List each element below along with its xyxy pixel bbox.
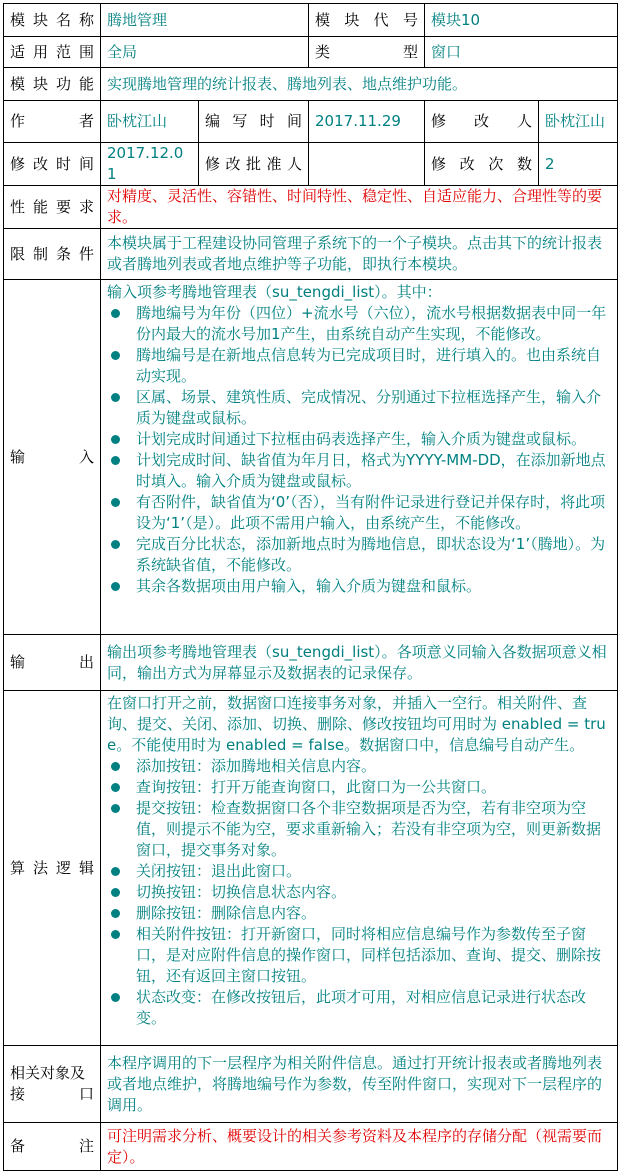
output-label: 输出: [4, 635, 101, 691]
input-intro: 输入项参考腾地管理表（su_tengdi_list）。其中：: [107, 283, 442, 301]
perf: 对精度、灵活性、容错性、时间特性、稳定性、自适应能力、合理性等的要求。: [101, 186, 618, 229]
list-item: 腾地编号是在新地点信息转为已完成项目时，进行填入的。也由系统自动实现。: [107, 345, 611, 387]
module-name-label: 模块名称: [4, 4, 101, 37]
type-label: 类型: [309, 37, 425, 68]
list-item: 切换按钮：切换信息状态内容。: [107, 882, 611, 903]
modcount: 2: [539, 143, 618, 186]
author-label: 作者: [4, 101, 101, 143]
algo-label: 算法逻辑: [4, 691, 101, 1046]
limit-label: 限制条件: [4, 229, 101, 280]
list-item: 关闭按钮：退出此窗口。: [107, 861, 611, 882]
written: 2017.11.29: [309, 101, 425, 143]
related-label-line1: 相关对象及: [10, 1064, 86, 1082]
modcount-label: 修改次数: [425, 143, 539, 186]
perf-label: 性能要求: [4, 186, 101, 229]
scope: 全局: [101, 37, 309, 68]
module-code-label: 模块代号: [309, 4, 425, 37]
related-label-line2: 接口: [10, 1085, 94, 1103]
remark-label: 备注: [4, 1123, 101, 1171]
list-item: 完成百分比状态，添加新地点时为腾地信息，即状态设为‘1’（腾地）。为系统缺省值，不能修改。: [107, 534, 611, 576]
modtime-label: 修改时间: [4, 143, 101, 186]
related-label: [4, 1046, 101, 1123]
list-item: 删除按钮：删除信息内容。: [107, 903, 611, 924]
scope-label: 适用范围: [4, 37, 101, 68]
algo-content: [101, 691, 618, 1046]
function-label: 模块功能: [4, 68, 101, 101]
output: 输出项参考腾地管理表（su_tengdi_list）。各项意义同输入各数据项意义相同，输出方式为屏幕显示及数据表的记录保存。: [101, 635, 618, 691]
list-item: 计划完成时间、缺省值为年月日，格式为YYYY-MM-DD，在添加新地点时填入。输入介质为键盘或鼠标。: [107, 450, 611, 492]
limit: 本模块属于工程建设协同管理子系统下的一个子模块。点击其下的统计报表或者腾地列表或者地点维护等子功能，即执行本模块。: [101, 229, 618, 280]
approver-label: 修改批准人: [199, 143, 309, 186]
modtime: 2017.12.01: [101, 143, 199, 186]
list-item: 相关附件按钮：打开新窗口，同时将相应信息编号作为参数传至子窗口，是对应附件信息的操作窗口，同样包括添加、查询、提交、删除按钮，还有返回主窗口按钮。: [107, 924, 611, 987]
input-content: [101, 280, 618, 635]
list-item: 区属、场景、建筑性质、完成情况、分别通过下拉框选择产生，输入介质为键盘或鼠标。: [107, 387, 611, 429]
input-list: [107, 303, 611, 597]
list-item: 有否附件，缺省值为‘0’（否），当有附件记录进行登记并保存时，将此项设为‘1’（是）。此项不需用户输入，由系统产生，不能修改。: [107, 492, 611, 534]
list-item: 计划完成时间通过下拉框由码表选择产生，输入介质为键盘或鼠标。: [107, 429, 611, 450]
function: 实现腾地管理的统计报表、腾地列表、地点维护功能。: [101, 68, 618, 101]
related: 本程序调用的下一层程序为相关附件信息。通过打开统计报表或者腾地列表或者地点维护，将腾地编号作为参数，传至附件窗口，实现对下一层程序的调用。: [101, 1046, 618, 1123]
list-item: 其余各数据项由用户输入，输入介质为键盘和鼠标。: [107, 576, 611, 597]
list-item: 添加按钮：添加腾地相关信息内容。: [107, 756, 611, 777]
written-label: 编写时间: [199, 101, 309, 143]
algo-intro: 在窗口打开之前，数据窗口连接事务对象，并插入一空行。相关附件、查询、提交、关闭、添加、切换、删除、修改按钮均可用时为 enabled = true。不能使用时为 enabled = false。数据窗口中，信息编号自动产生。: [107, 694, 606, 754]
module-code: 模块10: [425, 4, 618, 37]
author: 卧枕江山: [101, 101, 199, 143]
approver: [309, 143, 425, 186]
modifier: 卧枕江山: [539, 101, 618, 143]
type: 窗口: [425, 37, 618, 68]
list-item: 腾地编号为年份（四位）+流水号（六位），流水号根据数据表中同一年份内最大的流水号加1产生，由系统自动产生实现，不能修改。: [107, 303, 611, 345]
module-name: 腾地管理: [101, 4, 309, 37]
algo-list: [107, 756, 611, 1029]
list-item: 状态改变：在修改按钮后，此项才可用，对相应信息记录进行状态改变。: [107, 987, 611, 1029]
modifier-label: 修改人: [425, 101, 539, 143]
list-item: 查询按钮：打开万能查询窗口，此窗口为一公共窗口。: [107, 777, 611, 798]
module-spec-table: [3, 3, 618, 1171]
remark: 可注明需求分析、概要设计的相关参考资料及本程序的存储分配（视需要而定）。: [101, 1123, 618, 1171]
input-label: 输入: [4, 280, 101, 635]
list-item: 提交按钮：检查数据窗口各个非空数据项是否为空，若有非空项为空值，则提示不能为空，要求重新输入；若没有非空项为空，则更新数据窗口，提交事务对象。: [107, 798, 611, 861]
